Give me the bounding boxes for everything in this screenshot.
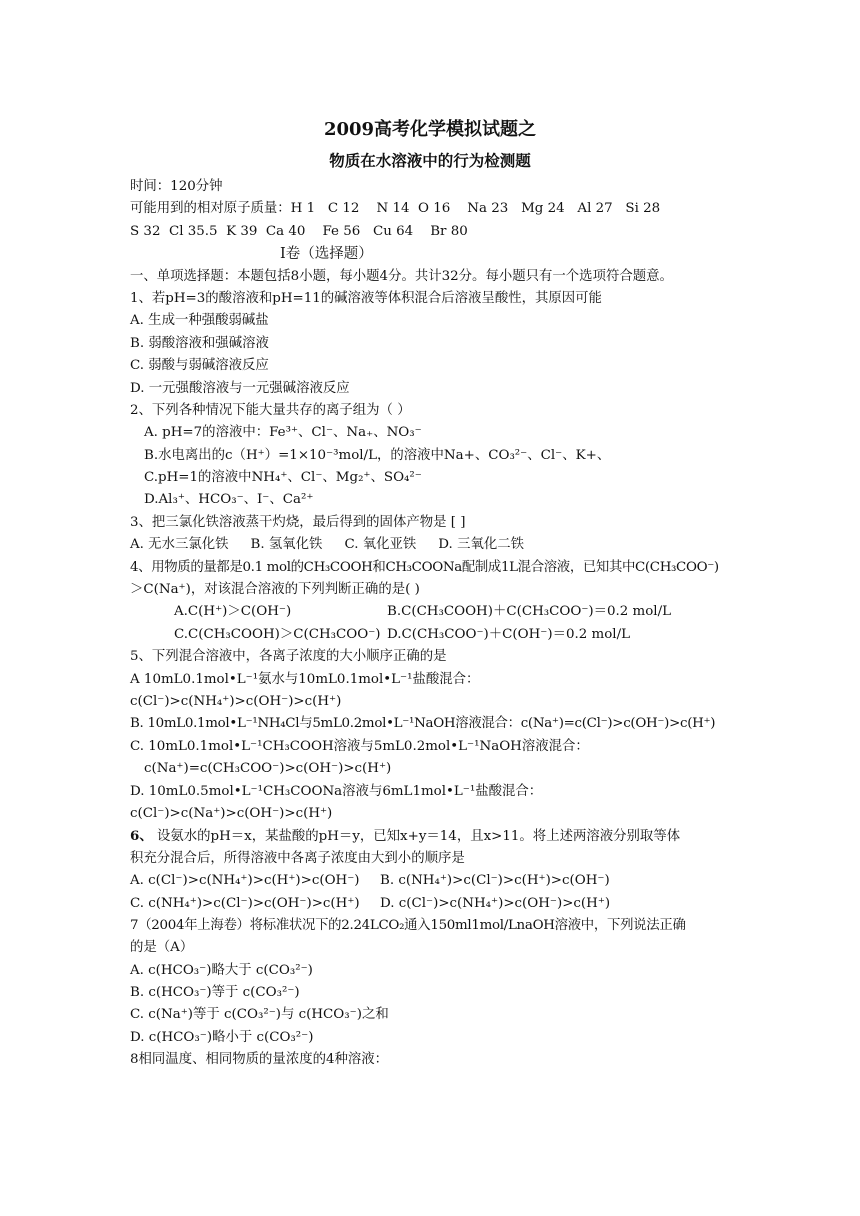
question-5-line: C. 10mL0.1mol•L⁻¹CH₃COOH溶液与5mL0.2mol•L⁻¹NaOH溶液混合： <box>130 738 589 754</box>
question-8-stem: 8相同温度、相同物质的量浓度的4种溶液： <box>130 1052 389 1068</box>
section-heading: Ⅰ卷（选择题） <box>280 246 373 263</box>
question-5-line: c(Cl⁻)>c(Na⁺)>c(OH⁻)>c(H⁺) <box>130 805 333 821</box>
question-6-stem-2: 积充分混合后，所得溶液中各离子浓度由大到小的顺序是 <box>130 850 465 866</box>
question-3-option-c: C. 氧化亚铁 <box>344 537 417 553</box>
question-6-stem-1 <box>130 825 735 847</box>
question-5-line: B. 10mL0.1mol•L⁻¹NH₄Cl与5mL0.2mol•L⁻¹NaOH溶液混合：c(Na⁺)=c(Cl⁻)>c(OH⁻)>c(H⁺) <box>130 716 716 732</box>
question-6-option-d: D. c(Cl⁻)>c(NH₄⁺)>c(OH⁻)>c(H⁺) <box>380 895 611 911</box>
question-1-option-b: B. 弱酸溶液和强碱溶液 <box>130 335 269 351</box>
document-body <box>130 176 735 1072</box>
question-1-stem: 1、若pH=3的酸溶液和pH=11的碱溶液等体积混合后溶液呈酸性，其原因可能 <box>130 290 602 306</box>
question-3-stem: 3、把三氯化铁溶液蒸干灼烧，最后得到的固体产物是 [ ] <box>130 514 466 530</box>
question-6-number: 6、 <box>130 828 153 845</box>
question-3-option-d: D. 三氧化二铁 <box>438 537 525 553</box>
question-5-line: A 10mL0.1mol•L⁻¹氨水与10mL0.1mol•L⁻¹盐酸混合： <box>130 671 480 687</box>
question-6-stem-text: 设氨水的pH＝x，某盐酸的pH＝y，已知x+y＝14，且x>11。将上述两溶液分别取等体 <box>152 829 681 845</box>
question-4-option-d: D.C(CH₃COO⁻)＋C(OH⁻)＝0.2 mol/L <box>387 626 630 642</box>
question-3-option-a: A. 无水三氯化铁 <box>130 537 229 553</box>
question-5-line: D. 10mL0.5mol•L⁻¹CH₃COONa溶液与6mL1mol•L⁻¹盐酸混合： <box>130 783 543 799</box>
question-5-line: c(Na⁺)=c(CH₃COO⁻)>c(OH⁻)>c(H⁺) <box>144 761 392 777</box>
question-6-option-c: C. c(NH₄⁺)>c(Cl⁻)>c(OH⁻)>c(H⁺) <box>130 895 360 911</box>
question-6-options-row-1 <box>130 870 735 892</box>
question-1-option-a: A. 生成一种强酸弱碱盐 <box>130 313 269 329</box>
question-4-option-c: C.C(CH₃COOH)＞C(CH₃COO⁻) <box>174 626 381 642</box>
question-2-option-c: C.pH=1的溶液中NH₄⁺、Cl⁻、Mg₂⁺、SO₄²⁻ <box>144 470 422 486</box>
question-2-option-b: B.水电离出的c（H⁺）=1×10⁻³mol/L，的溶液中Na+、CO₃²⁻、Cl⁻、K+、 <box>144 447 611 463</box>
question-5-stem: 5、下列混合溶液中，各离子浓度的大小顺序正确的是 <box>130 649 447 665</box>
question-7-stem-2: 的是（A） <box>130 940 194 956</box>
question-2-option-a: A. pH=7的溶液中：Fe³⁺、Cl⁻、Na₊、NO₃⁻ <box>144 425 422 441</box>
exam-time: 时间：120分钟 <box>130 179 223 194</box>
page-title: 2009高考化学模拟试题之 <box>323 119 537 140</box>
page-subtitle: 物质在水溶液中的行为检测题 <box>329 151 531 170</box>
question-6-option-b: B. c(NH₄⁺)>c(Cl⁻)>c(H⁺)>c(OH⁻) <box>380 873 610 889</box>
question-1-option-d: D. 一元强酸溶液与一元强碱溶液反应 <box>130 380 350 396</box>
question-2-stem: 2、下列各种情况下能大量共存的离子组为（ ） <box>130 402 411 418</box>
question-4-options-row-2 <box>130 624 735 646</box>
question-4-option-b: B.C(CH₃COOH)＋C(CH₃COO⁻)＝0.2 mol/L <box>387 604 671 620</box>
question-5-line: c(Cl⁻)>c(NH₄⁺)>c(OH⁻)>c(H⁺) <box>130 694 342 709</box>
atomic-masses-line-2: S 32 Cl 35.5 K 39 Ca 40 Fe 56 Cu 64 Br 80 <box>130 223 468 239</box>
question-7-stem-1: 7（2004年上海卷）将标准状况下的2.24LCO₂通入150ml1mol/LnaOH溶液中，下列说法正确 <box>130 917 686 933</box>
question-6-option-a: A. c(Cl⁻)>c(NH₄⁺)>c(H⁺)>c(OH⁻) <box>130 873 360 889</box>
question-7-option-c: C. c(Na⁺)等于 c(CO₃²⁻)与 c(HCO₃⁻)之和 <box>130 1007 389 1023</box>
question-2-option-d: D.Al₃⁺、HCO₃⁻、I⁻、Ca²⁺ <box>144 492 314 508</box>
question-7-option-d: D. c(HCO₃⁻)略小于 c(CO₃²⁻) <box>130 1029 314 1045</box>
question-1-option-c: C. 弱酸与弱碱溶液反应 <box>130 358 269 374</box>
question-4-stem-1: 4、用物质的量都是0.1 mol的CH₃COOH和CH₃COONa配制成1L混合溶液，已知其中C(CH₃COO⁻) <box>130 559 719 575</box>
question-4-option-a: A.C(H⁺)＞C(OH⁻) <box>174 604 292 620</box>
question-7-option-a: A. c(HCO₃⁻)略大于 c(CO₃²⁻) <box>130 962 313 978</box>
section-instruction: 一、单项选择题：本题包括8小题，每小题4分。共计32分。每小题只有一个选项符合题意。 <box>130 268 673 284</box>
question-3-options <box>130 534 735 556</box>
question-3-option-b: B. 氢氧化铁 <box>250 537 323 553</box>
question-6-options-row-2 <box>130 893 735 915</box>
atomic-masses-line-1: 可能用到的相对原子质量：H 1 C 12 N 14 O 16 Na 23 Mg 24 Al 27 Si 28 <box>130 201 661 217</box>
question-7-option-b: B. c(HCO₃⁻)等于 c(CO₃²⁻) <box>130 985 300 1001</box>
question-4-stem-2: ＞C(Na⁺)，对该混合溶液的下列判断正确的是( ) <box>130 582 420 598</box>
question-4-options-row-1 <box>130 601 735 623</box>
